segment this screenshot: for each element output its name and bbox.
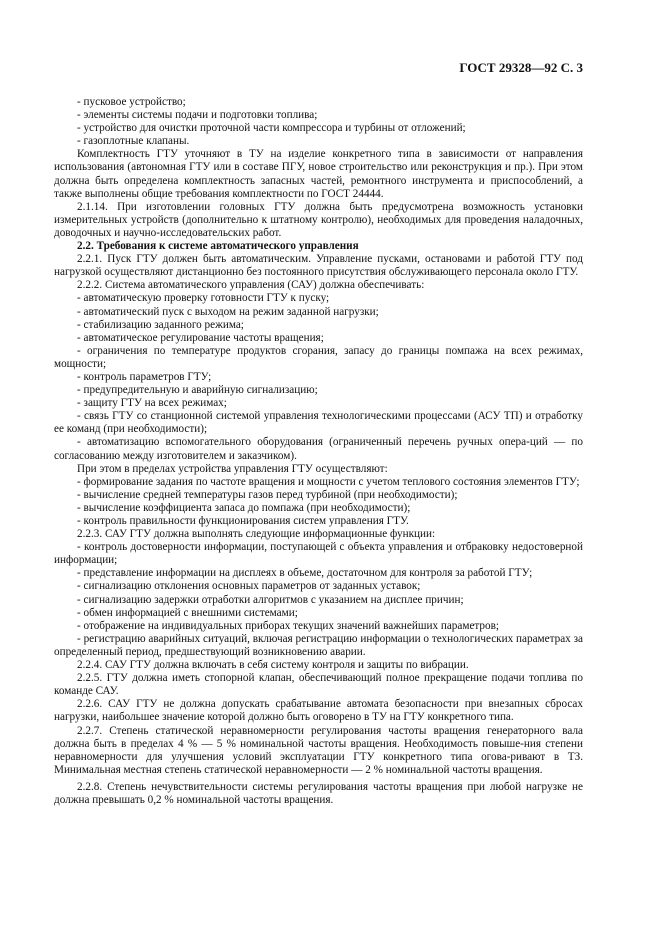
paragraph: 2.2.2. Система автоматического управления (САУ) должна обеспечивать: (77, 279, 425, 292)
list-item: - формирование задания по частоте вращения и мощности с учетом теплового состояния элементов ГТУ; (77, 475, 580, 488)
list-item: - автоматический пуск с выходом на режим заданной нагрузки; (77, 305, 379, 318)
paragraph: Комплектность ГТУ уточняют в ТУ на изделие конкретного типа в зависимости от направления использования (автономная ГТУ или в составе ПГУ, новое строительство или реконструкция и пр.). При этом должна быть определена комплектность запасных частей, ремонтного инструмента и приспособлений, а также выполнены общие требования комплектности по ГОСТ 24444. (54, 148, 583, 200)
list-item: - контроль достоверности информации, поступающей с объекта управления и отбраковку недостоверной информации; (54, 541, 583, 567)
document-body (54, 96, 583, 807)
paragraph: 2.2.8. Степень нечувствительности системы регулирования частоты вращения при любой нагрузке не должна превышать 0,2 % номинальной частоты вращения. (54, 780, 583, 806)
list-item: - устройство для очистки проточной части компрессора и турбины от отложений; (77, 122, 466, 135)
paragraph: 2.2.1. Пуск ГТУ должен быть автоматическим. Управление пусками, остановами и работой ГТУ под нагрузкой осуществляют дистанционно без постоянного присутствия обслуживающего персонала около ГТУ. (54, 253, 583, 279)
list-item: - отображение на индивидуальных приборах текущих значений важнейших параметров; (77, 619, 500, 632)
list-item: - предупредительную и аварийную сигнализацию; (77, 384, 318, 397)
list-item: - контроль параметров ГТУ; (77, 370, 212, 383)
list-item: - стабилизацию заданного режима; (77, 318, 244, 331)
section-heading: 2.2. Требования к системе автоматического управления (77, 240, 359, 253)
list-item: - защиту ГТУ на всех режимах; (77, 397, 227, 410)
list-item: - сигнализацию отклонения основных параметров от заданных уставок; (77, 580, 421, 593)
list-item: - автоматическое регулирование частоты вращения; (77, 331, 324, 344)
list-item: - представление информации на дисплеях в объеме, достаточном для контроля за работой ГТУ; (77, 567, 533, 580)
paragraph: 2.1.14. При изготовлении головных ГТУ должна быть предусмотрена возможность установки измерительных устройств (дополнительно к штатному контролю), необходимых для проведения наладочных, доводочных и научно-исследовательских работ. (54, 200, 583, 239)
list-item: - элементы системы подачи и подготовки топлива; (77, 109, 318, 122)
list-item: - ограничения по температуре продуктов сгорания, запасу до границы помпажа на всех режимах, мощности; (54, 344, 583, 370)
list-item: - вычисление средней температуры газов перед турбиной (при необходимости); (77, 488, 458, 501)
list-item: - регистрацию аварийных ситуаций, включая регистрацию информации о технологических параметрах за определенный период, предшествующий возникновению аварии. (54, 632, 583, 658)
paragraph: 2.2.3. САУ ГТУ должна выполнять следующие информационные функции: (77, 528, 436, 541)
list-item: - обмен информацией с внешними системами; (77, 606, 298, 619)
paragraph: 2.2.7. Степень статической неравномерности регулирования частоты вращения генераторного вала должна быть в пределах 4 % — 5 % номинальной частоты вращения. Необходимость повыше-ния степени неравномерности для улучшения условий эксплуатации ГТУ конкретного типа огова-ривают в ТЗ. Минимальная местная степень статической неравномерности — 2 % номинальной частоты вращения. (54, 724, 583, 776)
paragraph: 2.2.6. САУ ГТУ не должна допускать срабатывание автомата безопасности при внезапных сбросах нагрузки, наибольшее значение которой должно быть оговорено в ТУ на ГТУ конкретного типа. (54, 698, 583, 724)
paragraph: 2.2.4. САУ ГТУ должна включать в себя систему контроля и защиты по вибрации. (77, 659, 469, 672)
page-header: ГОСТ 29328—92 С. 3 (459, 60, 583, 75)
list-item: - связь ГТУ со станционной системой управления технологическими процессами (АСУ ТП) и отработку ее команд (при необходимости); (54, 410, 583, 436)
list-item: - автоматизацию вспомогательного оборудования (ограниченный перечень ручных опера-ций — по согласованию между изготовителем и заказчиком). (54, 436, 583, 462)
list-item: - вычисление коэффициента запаса до помпажа (при необходимости); (77, 501, 411, 514)
paragraph: При этом в пределах устройства управления ГТУ осуществляют: (77, 462, 388, 475)
paragraph: 2.2.5. ГТУ должна иметь стопорной клапан, обеспечивающий полное прекращение подачи топлива по команде САУ. (54, 672, 583, 698)
list-item: - газоплотные клапаны. (77, 135, 190, 148)
list-item: - контроль правильности функционирования систем управления ГТУ. (77, 515, 409, 527)
list-item: - сигнализацию задержки отработки алгоритмов с указанием на дисплее причин; (77, 593, 464, 606)
list-item: - автоматическую проверку готовности ГТУ к пуску; (77, 292, 330, 305)
list-item: - пусковое устройство; (77, 96, 186, 108)
